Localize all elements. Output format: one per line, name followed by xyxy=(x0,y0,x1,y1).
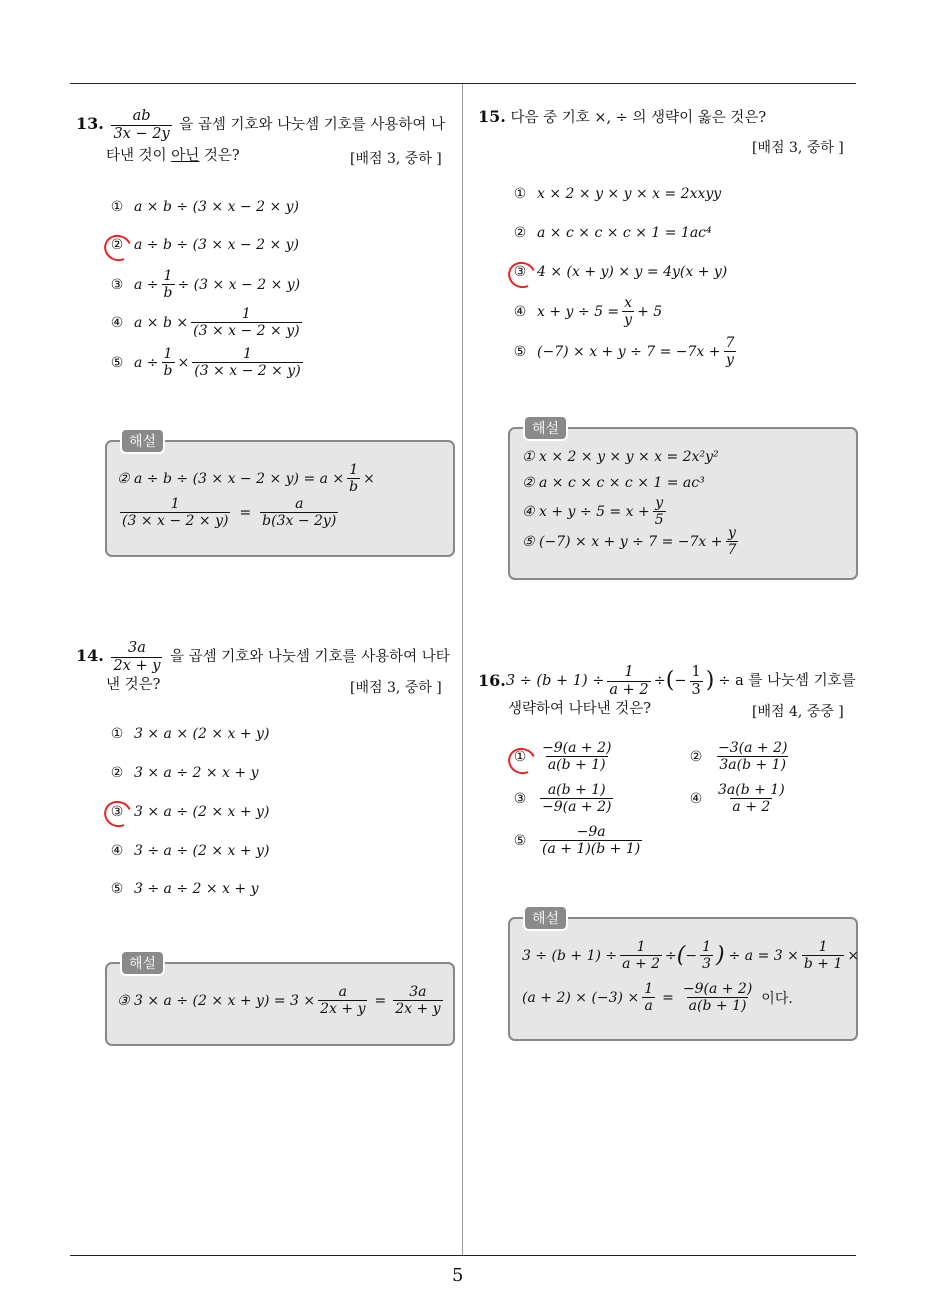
q14-opt5-text: 3 ÷ a ÷ 2 × x + y xyxy=(134,881,259,897)
q14-sol-frac2-den: 2x + y xyxy=(395,1001,441,1018)
q13-solution-tag: 해설 xyxy=(120,428,165,454)
q16-opt1-frac xyxy=(540,740,613,773)
q13-opt2-text: a ÷ b ÷ (3 × x − 2 × y) xyxy=(134,237,300,253)
q16-title-frac1-den: a + 2 xyxy=(609,681,649,698)
q15-sol4-num: y xyxy=(728,525,736,541)
q13-opt5-pre: a ÷ xyxy=(134,354,159,371)
q13-option-2[interactable] xyxy=(108,237,299,253)
q13-sol-frac1-num: 1 xyxy=(349,462,359,478)
column-divider xyxy=(462,84,463,1255)
q16-title-rparen: ) xyxy=(705,668,715,694)
q16-title-frac1 xyxy=(607,664,650,698)
q13-opt4-num: 1 xyxy=(241,306,251,322)
q14-opt2-text: 3 × a ÷ 2 × x + y xyxy=(134,765,259,781)
q16-mark-4: ④ xyxy=(689,790,703,807)
q13-mark-5: ⑤ xyxy=(110,354,124,371)
q15-solution-box xyxy=(508,421,858,580)
q14-opt1-text: 3 × a × (2 × x + y) xyxy=(134,726,270,742)
q14-option-1[interactable] xyxy=(108,726,269,742)
q15-sol4-frac xyxy=(726,525,739,558)
q16-title-frac2-num: 1 xyxy=(691,664,701,680)
q15-opt4-post: + 5 xyxy=(637,303,663,320)
q15-option-4[interactable] xyxy=(511,295,662,328)
q15-sol3-pre: ④ x + y ÷ 5 = x + xyxy=(522,503,650,520)
q15-opt1-text: x × 2 × y × y × x = 2xxyy xyxy=(537,186,722,202)
q15-opt4-frac xyxy=(622,295,634,328)
q16-sol1-rparen: ) xyxy=(716,943,725,969)
q13-number: 13. xyxy=(76,114,104,134)
q14-solution-tag: 해설 xyxy=(120,950,165,976)
q16-sol1-frac2-den: 3 xyxy=(702,956,712,973)
q16-opt1-num: −9(a + 2) xyxy=(542,740,612,756)
q14-title-line2: 낸 것은? xyxy=(106,677,161,693)
q16-sol1-frac3 xyxy=(802,939,845,972)
q15-sol4-pre: ⑤ (−7) × x + y ÷ 7 = −7x + xyxy=(522,533,723,550)
q15-sol3-frac xyxy=(653,495,666,528)
q16-sol2-end: 이다. xyxy=(761,990,793,1007)
answer-circle-q14 xyxy=(100,797,135,831)
q16-opt3-frac xyxy=(540,782,613,815)
q16-opt2-frac xyxy=(716,740,789,773)
q13-solution-line2 xyxy=(117,496,341,529)
q13-option-5[interactable] xyxy=(108,346,306,379)
q13-sol-frac2-num: 1 xyxy=(170,496,180,512)
q16-sol1-c: ÷ a = 3 × xyxy=(728,947,799,964)
q16-option-4[interactable] xyxy=(687,782,790,815)
q16-sol2-frac1 xyxy=(642,981,655,1014)
q13-solution-box xyxy=(105,434,455,557)
q14-solution-line xyxy=(117,984,446,1017)
page-number: 5 xyxy=(452,1265,464,1286)
q14-title xyxy=(76,640,450,674)
q13-mark-2: ② xyxy=(110,237,124,253)
q16-opt2-den: 3a(b + 1) xyxy=(719,757,787,774)
q16-sol1-frac1-num: 1 xyxy=(636,939,646,955)
q13-opt1-text: a × b ÷ (3 × x − 2 × y) xyxy=(134,199,300,215)
q15-sol-line4 xyxy=(522,525,741,558)
q16-title-lparen: ( xyxy=(665,668,675,694)
q16-solution-box xyxy=(508,911,860,1041)
q16-sol1-minus: − xyxy=(685,947,698,964)
q16-opt3-den: −9(a + 2) xyxy=(542,799,612,816)
q16-number: 16. xyxy=(478,671,506,691)
q14-sol-frac2 xyxy=(393,984,442,1017)
q13-mark-1: ① xyxy=(110,199,124,215)
q15-sol-line3 xyxy=(522,495,669,528)
q16-title-frac2 xyxy=(690,664,703,698)
q16-title-line2: 생략하여 나타낸 것은? xyxy=(508,701,652,717)
q16-sol1-a: 3 ÷ (b + 1) ÷ xyxy=(522,947,618,964)
q13-sol-frac3 xyxy=(260,496,338,529)
q16-opt4-frac xyxy=(716,782,787,815)
q16-sol1-frac3-den: b + 1 xyxy=(803,956,843,973)
q13-sol-frac2-den: (3 × x − 2 × y) xyxy=(122,513,229,530)
q15-opt4-pre: x + y ÷ 5 = xyxy=(537,303,620,320)
q16-opt2-num: −3(a + 2) xyxy=(718,740,788,756)
q15-sol3-den: 5 xyxy=(654,512,664,529)
q15-opt5-num: 7 xyxy=(725,335,735,351)
q13-opt5-den2: (3 × x − 2 × y) xyxy=(194,363,301,380)
q15-meta: [배점 3, 중하 ] xyxy=(752,140,844,156)
q16-sol-line2 xyxy=(522,981,793,1014)
q14-option-3[interactable] xyxy=(108,804,269,820)
q13-mark-4: ④ xyxy=(110,314,124,331)
q15-mark-4: ④ xyxy=(513,303,527,320)
q16-title-a: 3 ÷ (b + 1) ÷ xyxy=(505,673,605,690)
q13-sol-frac1 xyxy=(347,462,360,495)
q15-mark-5: ⑤ xyxy=(513,343,527,360)
q16-mark-1: ① xyxy=(513,748,527,765)
q13-sol-frac3-den: b(3x − 2y) xyxy=(262,513,337,530)
q13-title-text: 을 곱셈 기호와 나눗셈 기호를 사용하여 나 xyxy=(174,117,446,134)
q16-opt1-den: a(b + 1) xyxy=(547,757,606,774)
q16-option-3[interactable] xyxy=(511,782,616,815)
q16-title-frac2-den: 3 xyxy=(691,681,701,698)
q15-mark-1: ① xyxy=(513,186,527,202)
q13-opt4-pre: a × b × xyxy=(134,314,189,331)
q16-title-c: ÷ a 를 나눗셈 기호를 xyxy=(718,673,856,690)
q13-title-l2a: 타낸 것이 xyxy=(106,148,172,164)
q13-fraction xyxy=(111,108,171,142)
q14-mark-4: ④ xyxy=(110,843,124,859)
q14-fraction xyxy=(111,640,162,674)
q15-sol-line1: ① x × 2 × y × y × x = 2x²y² xyxy=(522,449,719,465)
q13-opt5-mid: × xyxy=(177,354,190,371)
q13-option-1[interactable] xyxy=(108,199,299,215)
q15-option-3[interactable] xyxy=(511,264,727,280)
q16-sol2-frac2-num: −9(a + 2) xyxy=(682,981,753,997)
q16-title-frac1-num: 1 xyxy=(624,664,634,680)
q13-opt5-frac2 xyxy=(192,346,302,379)
q16-opt3-num: a(b + 1) xyxy=(547,782,606,798)
q13-opt5-num1: 1 xyxy=(163,346,173,362)
q14-opt3-text: 3 × a ÷ (2 × x + y) xyxy=(134,804,270,820)
q13-opt5-num2: 1 xyxy=(242,346,252,362)
q16-sol1-frac1-den: a + 2 xyxy=(622,956,661,973)
q15-opt4-den: y xyxy=(624,312,633,329)
q16-sol2-a: (a + 2) × (−3) × xyxy=(522,989,640,1006)
q13-mark-3: ③ xyxy=(110,276,124,293)
q14-title-text: 을 곱셈 기호와 나눗셈 기호를 사용하여 나타 xyxy=(165,649,450,666)
q14-frac-den: 2x + y xyxy=(113,657,161,674)
q15-mark-3: ③ xyxy=(513,264,527,280)
q15-opt4-num: x xyxy=(624,295,633,311)
q13-option-3[interactable] xyxy=(108,268,300,301)
q15-opt5-den: y xyxy=(726,352,734,369)
q14-meta: [배점 3, 중하 ] xyxy=(350,680,442,696)
q13-opt4-frac xyxy=(191,306,301,339)
q16-title-b: ÷ xyxy=(653,673,666,690)
q15-number: 15. xyxy=(478,107,506,126)
q14-mark-2: ② xyxy=(110,765,124,781)
q16-option-2[interactable] xyxy=(687,740,792,773)
q13-sol-frac3-num: a xyxy=(295,496,304,512)
q16-mark-5: ⑤ xyxy=(513,832,527,849)
q14-option-5[interactable] xyxy=(108,881,259,897)
q13-frac-den: 3x − 2y xyxy=(113,125,170,142)
q13-opt3-den: b xyxy=(163,285,173,302)
q16-sol1-frac2 xyxy=(700,939,713,972)
q15-option-1[interactable] xyxy=(511,186,721,202)
q16-opt4-num: 3a(b + 1) xyxy=(718,782,785,798)
q13-opt3-frac xyxy=(162,268,175,301)
q16-opt5-num: −9a xyxy=(576,824,606,840)
q14-sol-frac2-num: 3a xyxy=(409,984,427,1000)
q15-opt5-frac xyxy=(724,335,737,368)
q13-opt3-num: 1 xyxy=(163,268,173,284)
q14-opt4-text: 3 ÷ a ÷ (2 × x + y) xyxy=(134,843,270,859)
q14-mark-3: ③ xyxy=(110,804,124,820)
q14-mark-1: ① xyxy=(110,726,124,742)
q13-sol-frac1-den: b xyxy=(349,479,359,496)
q14-option-4[interactable] xyxy=(108,843,269,859)
q15-title xyxy=(478,106,766,129)
q15-mark-2: ② xyxy=(513,225,527,241)
q13-opt4-den: (3 × x − 2 × y) xyxy=(193,323,300,340)
q16-sol2-frac1-den: a xyxy=(644,998,653,1015)
q15-opt3-text: 4 × (x + y) × y = 4y(x + y) xyxy=(537,264,728,280)
q14-solution-box xyxy=(105,956,455,1046)
q15-option-5[interactable] xyxy=(511,335,739,368)
q16-sol1-frac1 xyxy=(620,939,662,972)
q16-mark-2: ② xyxy=(689,748,703,765)
q13-sol-frac2 xyxy=(120,496,230,529)
q14-option-2[interactable] xyxy=(108,765,259,781)
q13-title-line2 xyxy=(106,145,240,167)
q16-sol2-frac1-num: 1 xyxy=(644,981,654,997)
q16-opt5-den: (a + 1)(b + 1) xyxy=(542,841,641,858)
q16-sol1-frac3-num: 1 xyxy=(818,939,828,955)
q13-title xyxy=(76,108,445,142)
q13-opt5-frac1 xyxy=(162,346,175,379)
q14-mark-5: ⑤ xyxy=(110,881,124,897)
q16-meta: [배점 4, 중중 ] xyxy=(752,704,844,720)
q16-sol-line1 xyxy=(522,939,859,972)
q13-title-underlined: 아닌 xyxy=(171,148,200,164)
q16-solution-tag: 해설 xyxy=(523,905,568,931)
q15-sol4-den: 7 xyxy=(727,542,737,559)
q13-frac-num: ab xyxy=(132,108,151,124)
q13-meta: [배점 3, 중하 ] xyxy=(350,151,442,167)
q13-sol-eq: = xyxy=(239,504,252,521)
q14-frac-num: 3a xyxy=(128,640,146,656)
q15-title-text: 다음 중 기호 ×, ÷ 의 생략이 옳은 것은? xyxy=(505,110,767,126)
q14-sol-frac1 xyxy=(318,984,367,1017)
q15-sol3-num: y xyxy=(655,495,664,511)
q16-sol2-eq: = xyxy=(662,989,674,1006)
q16-title xyxy=(478,664,856,698)
q16-sol1-d: × xyxy=(847,947,860,964)
q16-sol2-frac2 xyxy=(681,981,754,1014)
q15-opt5-pre: (−7) × x + y ÷ 7 = −7x + xyxy=(537,343,721,360)
q16-title-minus: − xyxy=(674,673,687,690)
q16-sol1-lparen: ( xyxy=(676,943,686,969)
q16-opt5-frac xyxy=(540,824,642,857)
q13-opt3-post: ÷ (3 × x − 2 × y) xyxy=(177,276,301,293)
q14-number: 14. xyxy=(76,646,104,666)
q15-solution-tag: 해설 xyxy=(523,415,568,441)
q13-solution-line1 xyxy=(117,462,375,495)
q16-mark-3: ③ xyxy=(513,790,527,807)
q14-sol-text: ③ 3 × a ÷ (2 × x + y) = 3 × xyxy=(117,992,316,1009)
q13-title-l2b: 것은? xyxy=(199,148,240,164)
q15-opt2-text: a × c × c × c × 1 = 1ac⁴ xyxy=(537,225,712,241)
q13-opt3-pre: a ÷ xyxy=(134,276,159,293)
q13-opt5-den1: b xyxy=(163,363,173,380)
q16-sol1-b: ÷ xyxy=(665,947,677,964)
q16-sol1-frac2-num: 1 xyxy=(702,939,712,955)
q13-sol-l1-end: × xyxy=(363,470,375,487)
q16-sol2-frac2-den: a(b + 1) xyxy=(688,998,747,1015)
q14-sol-frac1-num: a xyxy=(338,984,347,1000)
q14-sol-frac1-den: 2x + y xyxy=(320,1001,366,1018)
q16-opt4-den: a + 2 xyxy=(732,799,771,816)
q15-sol-line2: ② a × c × c × c × 1 = ac³ xyxy=(522,475,705,491)
q16-option-5[interactable] xyxy=(511,824,645,857)
q14-sol-eq: = xyxy=(374,992,387,1009)
top-rule xyxy=(70,83,856,84)
q15-option-2[interactable] xyxy=(511,225,712,241)
q13-sol-l1: ② a ÷ b ÷ (3 × x − 2 × y) = a × xyxy=(117,470,345,487)
bottom-rule xyxy=(70,1255,856,1256)
q13-option-4[interactable] xyxy=(108,306,305,339)
